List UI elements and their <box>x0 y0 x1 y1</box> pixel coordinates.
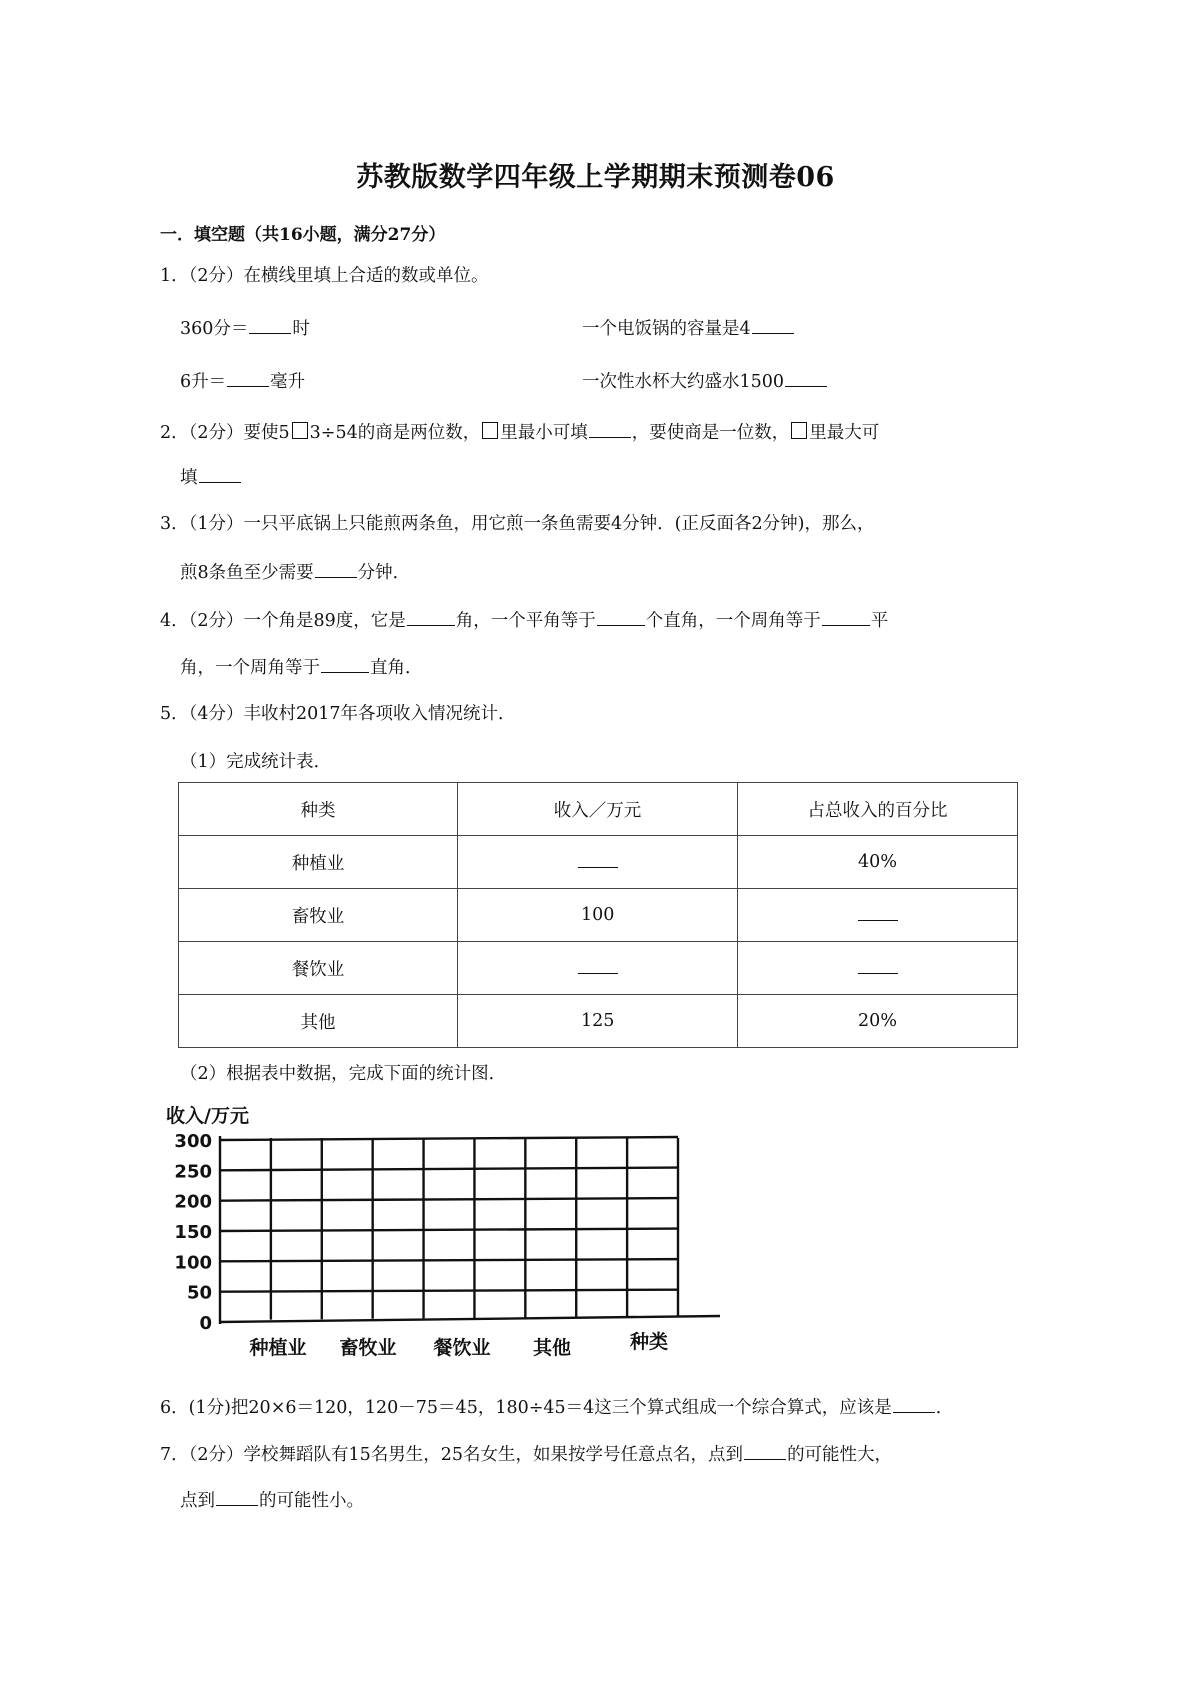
answer-blank[interactable] <box>893 1398 935 1413</box>
section-heading: 一．填空题（共16小题，满分27分） <box>160 225 446 245</box>
table-cell: 20% <box>738 995 1018 1048</box>
y-tick-label: 0 <box>199 1313 212 1334</box>
answer-blank[interactable] <box>199 468 241 483</box>
answer-blank[interactable] <box>249 319 291 334</box>
y-tick-label: 250 <box>174 1161 212 1183</box>
x-category-label: 餐饮业 <box>433 1337 491 1359</box>
y-tick-label: 100 <box>174 1252 212 1274</box>
gridline-horizontal <box>220 1229 678 1231</box>
table-header-cell: 占总收入的百分比 <box>738 783 1018 836</box>
x-category-label: 种植业 <box>249 1337 307 1359</box>
table-header-cell: 收入／万元 <box>458 783 738 836</box>
y-tick-label: 200 <box>174 1191 212 1213</box>
gridline-horizontal <box>220 1290 678 1292</box>
table-cell: 种植业 <box>179 836 458 889</box>
question-3-line-1: 3．（1分）一只平底锅上只能煎两条鱼，用它煎一条鱼需要4分钟．(正反面各2分钟)，那么， <box>160 514 875 534</box>
question-2-line-1: 2．（2分）要使5 3÷54的商是两位数， 里最小可填 ，要使商是一位数， 里最大可 <box>160 423 880 443</box>
chart-xlabel: 种类 <box>630 1331 669 1353</box>
page-title: 苏教版数学四年级上学期期末预测卷06 <box>356 162 835 193</box>
answer-blank[interactable] <box>752 319 794 334</box>
y-tick-label: 150 <box>174 1222 212 1243</box>
table-cell: 125 <box>458 995 738 1048</box>
y-tick-label: 50 <box>186 1282 212 1304</box>
statistics-table <box>178 782 1018 1048</box>
gridline-horizontal <box>220 1259 678 1261</box>
table-cell[interactable] <box>458 942 738 995</box>
table-header-cell: 种类 <box>179 783 458 836</box>
answer-blank[interactable] <box>216 1491 258 1506</box>
question-1-a: 360分＝ 时 <box>180 319 310 339</box>
answer-blank[interactable] <box>227 372 269 387</box>
question-5-stem: 5．（4分）丰收村2017年各项收入情况统计． <box>160 704 516 724</box>
chart-ylabel: 收入/万元 <box>166 1105 249 1127</box>
table-cell: 40% <box>738 836 1018 889</box>
question-2-line-2: 填 <box>180 468 242 488</box>
gridline-horizontal <box>220 1137 678 1140</box>
x-category-label: 畜牧业 <box>339 1337 397 1359</box>
table-header-row <box>179 783 1018 836</box>
x-category-label: 其他 <box>532 1337 572 1359</box>
answer-blank[interactable] <box>578 851 618 868</box>
table-cell: 畜牧业 <box>179 889 458 942</box>
answer-blank[interactable] <box>597 611 645 626</box>
table-row <box>179 942 1018 995</box>
question-1-c: 6升＝ 毫升 <box>180 372 306 392</box>
table-cell[interactable] <box>738 942 1018 995</box>
question-1-b: 一个电饭锅的容量是4 <box>582 319 795 339</box>
table-row <box>179 836 1018 889</box>
question-1-d: 一次性水杯大约盛水1500 <box>582 372 828 392</box>
answer-blank[interactable] <box>858 957 898 974</box>
table-row <box>179 995 1018 1048</box>
table-cell[interactable] <box>738 889 1018 942</box>
question-5-sub-2: （2）根据表中数据，完成下面的统计图． <box>180 1064 507 1084</box>
answer-blank[interactable] <box>321 658 369 673</box>
question-7-line-1: 7．（2分）学校舞蹈队有15名男生，25名女生，如果按学号任意点名，点到 的可能性大， <box>160 1445 893 1465</box>
table-cell: 其他 <box>179 995 458 1048</box>
question-1-stem: 1．（2分）在横线里填上合适的数或单位。 <box>160 266 489 286</box>
income-bar-chart <box>160 1100 740 1370</box>
y-tick-label: 300 <box>174 1131 212 1152</box>
question-5-sub-1: （1）完成统计表． <box>180 752 332 772</box>
answer-blank[interactable] <box>578 957 618 974</box>
table-cell: 100 <box>458 889 738 942</box>
table-cell: 餐饮业 <box>179 942 458 995</box>
table-cell[interactable] <box>458 836 738 889</box>
question-4-line-1: 4．（2分）一个角是89度，它是 角，一个平角等于 个直角，一个周角等于 平 <box>160 611 889 631</box>
x-axis <box>220 1316 720 1322</box>
question-7-line-2: 点到 的可能性小。 <box>180 1491 364 1511</box>
answer-blank[interactable] <box>785 372 827 387</box>
answer-blank[interactable] <box>589 423 631 438</box>
answer-blank[interactable] <box>744 1445 786 1460</box>
question-3-line-2: 煎8条鱼至少需要 分钟． <box>180 563 411 583</box>
digit-box <box>791 422 807 439</box>
digit-box <box>482 422 498 439</box>
gridline-horizontal <box>220 1168 678 1171</box>
answer-blank[interactable] <box>858 904 898 921</box>
table-row <box>179 889 1018 942</box>
gridline-horizontal <box>220 1198 678 1201</box>
answer-blank[interactable] <box>315 563 357 578</box>
question-4-line-2: 角，一个周角等于 直角． <box>180 658 423 678</box>
answer-blank[interactable] <box>822 611 870 626</box>
question-6: 6．(1分)把20×6＝120，120－75＝45，180÷45＝4这三个算式组成一个综合算式，应该是 ． <box>160 1398 954 1418</box>
digit-box <box>292 422 308 439</box>
answer-blank[interactable] <box>407 611 455 626</box>
